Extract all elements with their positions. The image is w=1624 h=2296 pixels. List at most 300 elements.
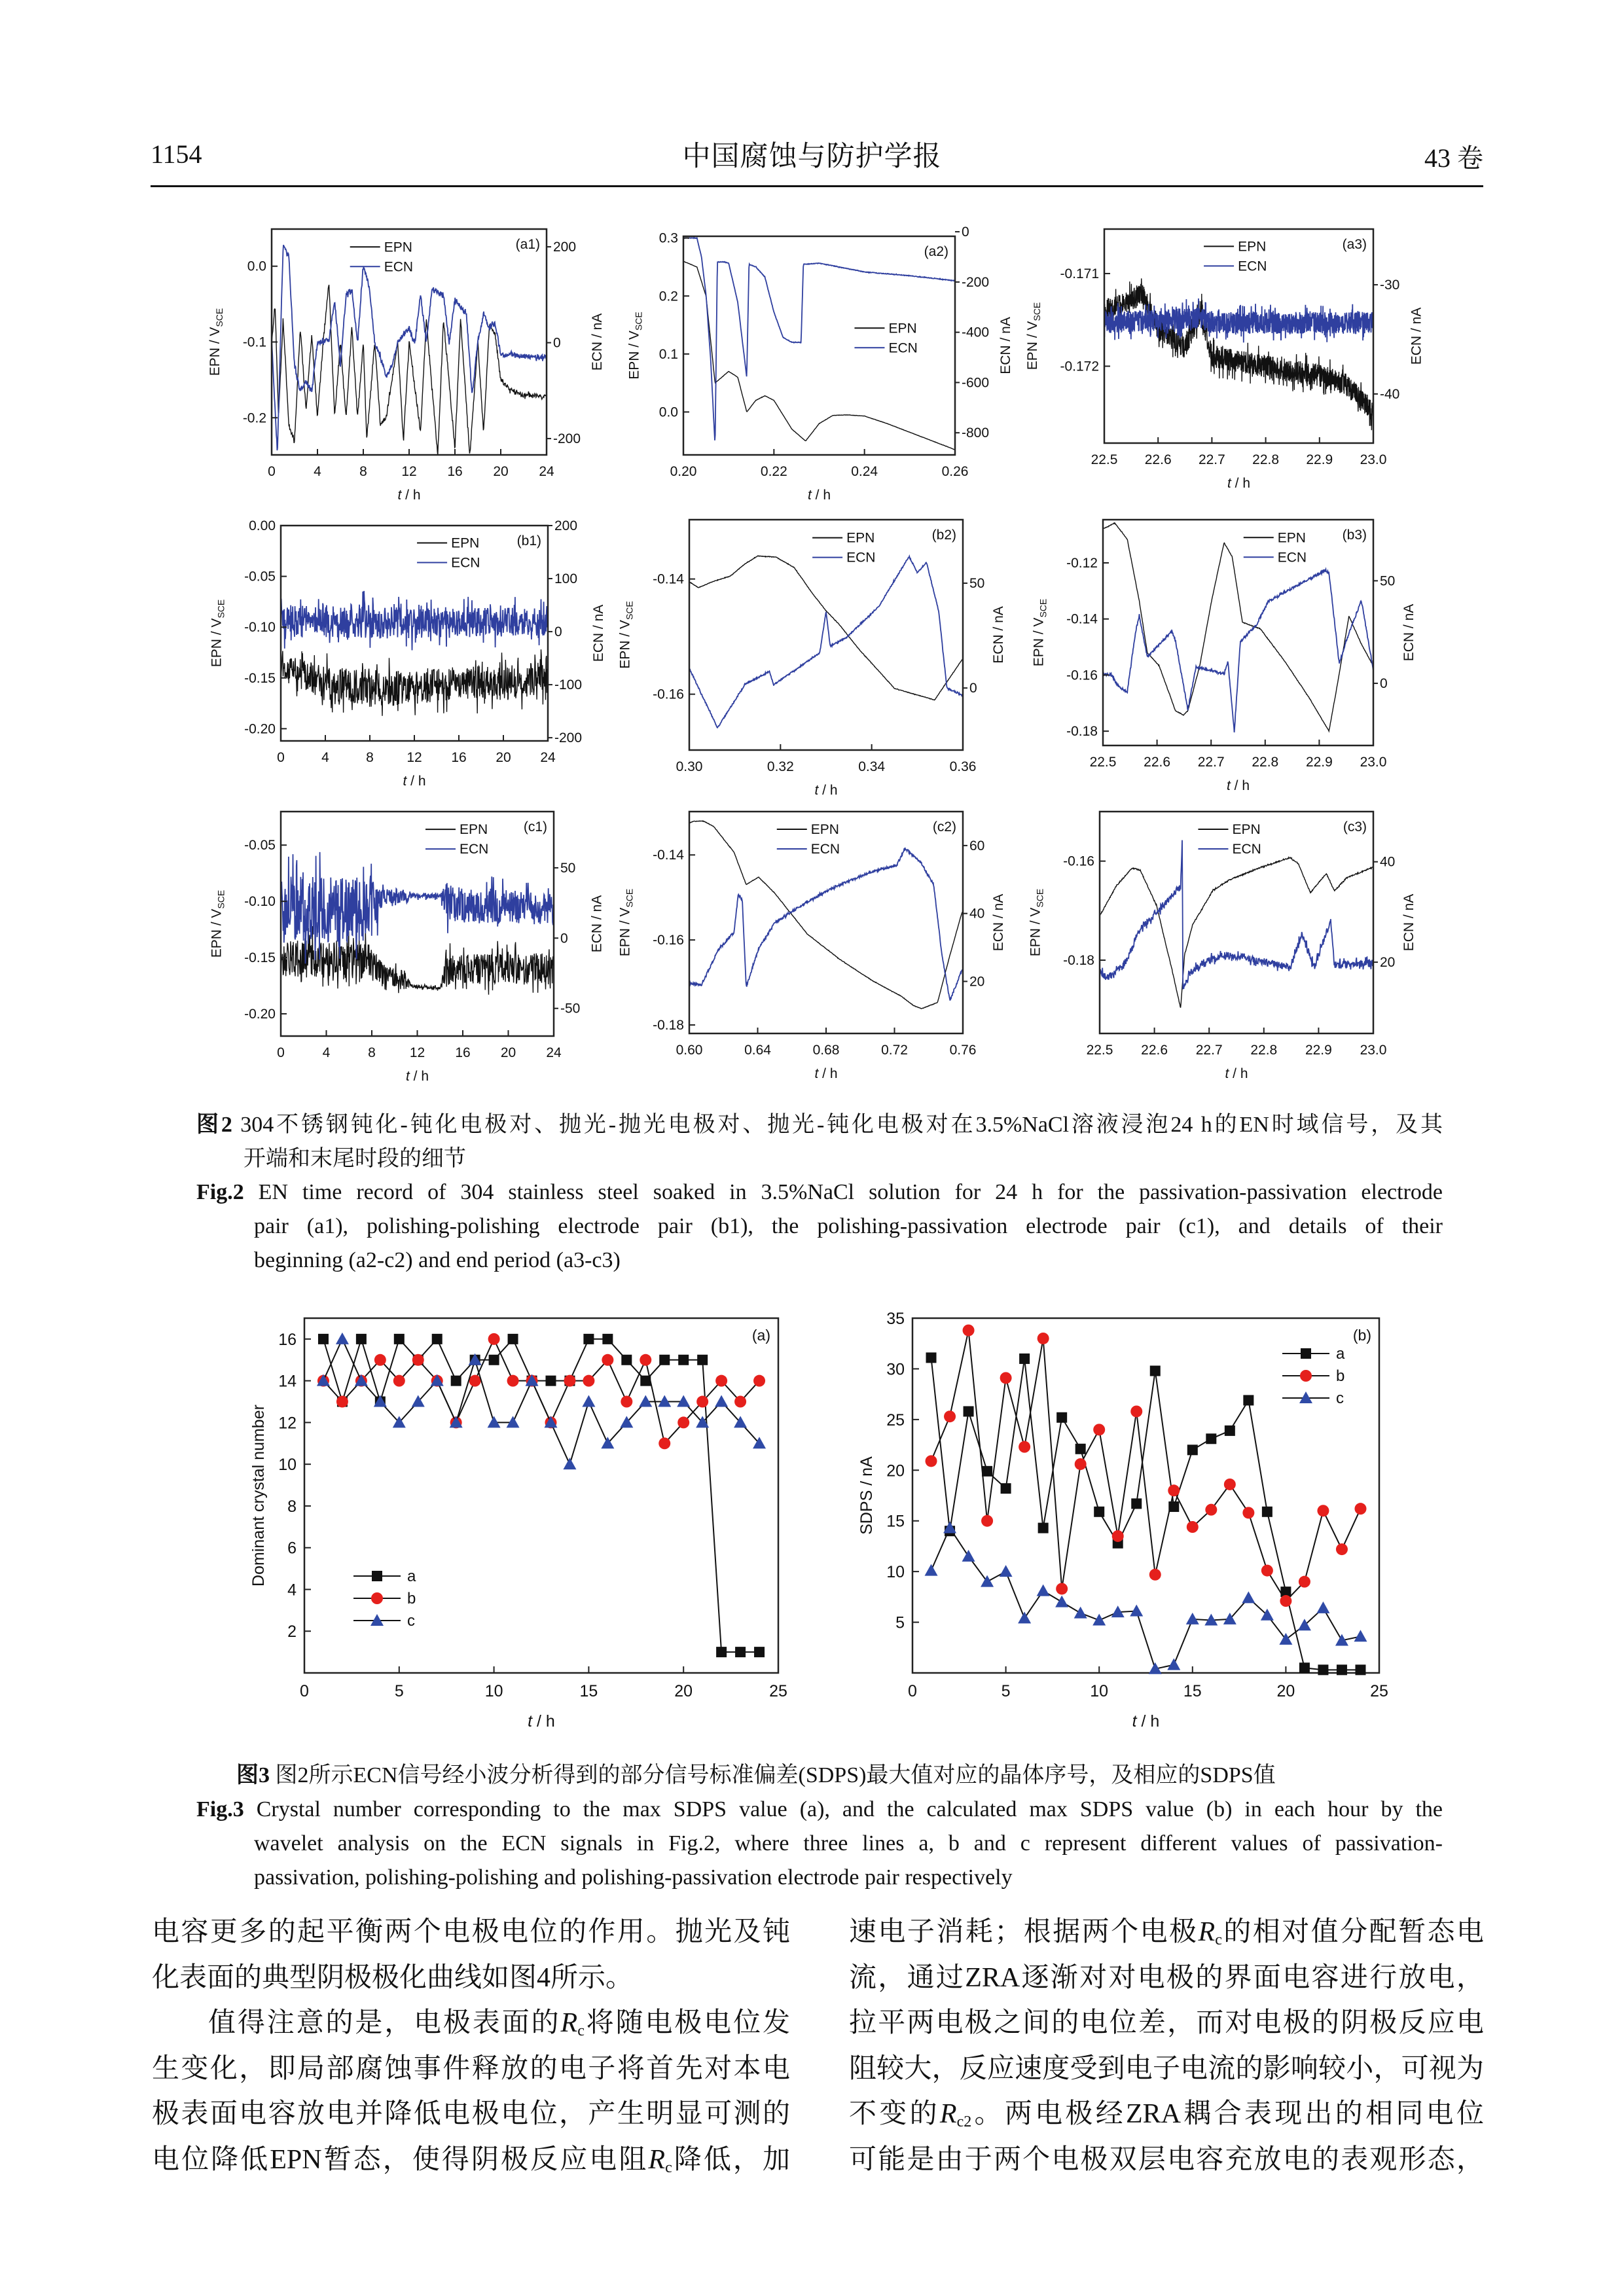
x-tick-label: 22.9 [1305,755,1333,770]
data-point-circle-marker [926,1455,937,1467]
left-axis-label-main: EPN / V [1031,617,1047,667]
y-tick-label: 14 [278,1372,297,1391]
data-point-circle-marker [1299,1576,1310,1588]
y-tick-label: 30 [886,1360,905,1379]
axis-label-unit: / h [532,1712,555,1731]
data-point-circle-marker [1205,1504,1217,1516]
legend-circle-marker [371,1592,383,1604]
series-a [318,1334,765,1657]
legend-label-c: c [407,1612,415,1630]
right-axis-label: ECN / nA [1401,893,1416,952]
data-point-triangle-marker [1018,1611,1031,1623]
figure-3-panel-fig3b [857,1310,1388,1731]
axis-label-unit: / h [1230,778,1250,793]
left-axis-label-subscript: SCE [624,888,635,908]
legend-label-epn: EPN [1238,239,1267,255]
axis-label-variable: t [528,1712,533,1731]
x-tick-label: 22.6 [1144,755,1171,770]
left-y-tick-label: -0.20 [244,721,276,737]
data-point-square-marker [1056,1412,1067,1423]
right-y-tick-label: 40 [1380,854,1396,870]
panel-label: (a2) [924,244,948,259]
figure-3-caption-en-line: passivation, polishing-polishing and polishing-passivation electrode pair respectively [254,1865,1013,1890]
data-point-square-marker [1206,1433,1216,1444]
journal-title: 中国腐蚀与防护学报 [682,141,942,172]
symbol-r: R [560,2008,578,2038]
right-y-tick-label: -200 [554,730,583,746]
x-tick-label: 22.8 [1252,755,1279,770]
data-point-circle-marker [963,1325,975,1336]
right-axis-label: ECN / nA [589,895,605,953]
symbol-r: R [1198,1917,1216,1947]
data-point-circle-marker [696,1396,708,1408]
data-point-circle-marker [583,1375,594,1387]
legend-label-ecn: ECN [1277,550,1307,565]
x-tick-label: 8 [359,464,367,479]
axis-label-variable: t [397,488,402,503]
data-point-square-marker [754,1647,765,1657]
y-tick-label: 10 [886,1563,905,1582]
right-axis-label: ECN / nA [998,317,1013,374]
data-point-square-marker [1094,1507,1104,1517]
caption-text: Crystal number corresponding to the max SDPS value (a), and the calculated max SDPS value (b) in each hour by the [256,1797,1443,1821]
x-tick-label: 0 [277,1045,285,1060]
x-axis-label [1227,778,1250,793]
series-ecn-line [1104,298,1373,342]
plot-frame [281,526,548,741]
data-point-circle-marker [374,1354,386,1366]
left-axis-label-subscript: SCE [1034,888,1045,908]
series-ecn-line [683,238,955,440]
data-point-square-marker [1187,1444,1198,1455]
legend-label-ecn: ECN [460,842,489,857]
data-point-square-marker [356,1334,367,1344]
data-point-triangle-marker [1167,1659,1180,1670]
x-axis-label [528,1712,555,1731]
data-point-circle-marker [469,1375,481,1387]
data-point-circle-marker [564,1375,575,1387]
right-axis-label: ECN / nA [991,893,1006,952]
data-point-circle-marker [1130,1405,1142,1417]
figure-2-caption-en-line: pair (a1), polishing-polishing electrode pair (b1), the polishing-passivation electrode pair (c1), and details of their [254,1214,1443,1238]
x-tick-label: 0 [908,1682,917,1700]
caption-text: 图2所示ECN信号经小波分析得到的部分信号标准偏差(SDPS)最大值对应的晶体序号，及相应的SDPS值 [275,1763,1276,1787]
data-point-circle-marker [1000,1372,1012,1384]
legend-label-epn: EPN [451,535,480,551]
series-a-line [323,1339,759,1652]
body-text-line: 值得注意的是，电极表面的$R_c$将随电极电位发 [208,2008,790,2039]
x-tick-label: 23.0 [1360,755,1387,770]
data-point-triangle-marker [925,1564,938,1576]
x-tick-label: 25 [769,1682,787,1700]
symbol-subscript: c2 [956,2113,972,2130]
left-y-tick-label: -0.18 [1066,724,1098,740]
figure-3-panel-fig3a [249,1318,787,1731]
data-point-square-marker [1299,1662,1310,1673]
data-point-square-marker [545,1376,556,1386]
x-tick-label: 0 [268,464,276,479]
x-tick-label: 10 [1090,1682,1109,1700]
figure-2-panel-b2 [618,520,1007,798]
left-y-tick-label: -0.15 [244,950,276,966]
series-c-line [931,1528,1361,1669]
right-axis-label: ECN / nA [1401,603,1416,662]
data-point-square-marker [1355,1664,1365,1675]
left-y-tick-label: 0.0 [659,404,678,420]
legend-label-a: a [1336,1345,1345,1363]
legend-square-marker [1301,1348,1311,1359]
data-point-square-marker [716,1647,727,1657]
right-y-tick-label: 200 [554,518,578,533]
data-point-circle-marker [1280,1595,1291,1607]
data-point-triangle-marker [1279,1633,1292,1645]
right-axis-label: ECN / nA [1409,307,1424,365]
axis-label-unit: / h [818,1066,838,1081]
body-text-line: 可能是由于两个电极双层电容充放电的表观形态， [849,2144,1484,2175]
legend-label-ecn: ECN [384,259,414,275]
axis-label-unit: / h [1231,476,1251,491]
left-axis-label-main: EPN / V [617,620,633,669]
series-ecn-line [689,556,963,728]
data-point-square-marker [1262,1507,1272,1517]
body-text-line: 化表面的典型阴极极化曲线如图4所示。 [152,1962,634,1993]
right-y-tick-label: -600 [962,375,990,391]
right-y-tick-label: 50 [560,860,576,876]
data-point-triangle-marker [1130,1605,1143,1617]
figure-2-panel-a1 [208,229,605,503]
data-point-triangle-marker [1242,1591,1255,1603]
data-point-square-marker [964,1406,974,1416]
figure-2-caption-en-line [196,1175,1443,1210]
right-y-tick-label: 0 [1380,676,1388,692]
legend-label-a: a [407,1568,416,1585]
left-axis-label-subscript: SCE [215,599,226,619]
left-y-tick-label: -0.16 [1063,853,1094,869]
right-axis-label: ECN / nA [590,313,605,371]
x-tick-label: 22.8 [1250,1043,1278,1058]
left-axis-label-main: EPN / V [1025,321,1040,370]
left-axis-label-subscript: SCE [633,312,644,331]
data-point-square-marker [1001,1483,1011,1494]
right-y-tick-label: -200 [962,274,990,290]
plot-frame [689,520,963,750]
left-y-tick-label: -0.10 [244,894,276,910]
left-y-tick-label: -0.18 [1063,953,1094,969]
left-axis-label [208,308,225,376]
data-point-circle-marker [944,1410,956,1422]
right-axis-label: ECN / nA [591,604,606,662]
x-tick-label: 0.32 [767,759,794,774]
x-tick-label: 15 [1183,1682,1202,1700]
data-point-square-marker [659,1355,670,1365]
right-y-tick-label: 20 [1380,955,1396,971]
data-point-circle-marker [1187,1521,1199,1533]
axis-label-variable: t [1132,1712,1137,1731]
x-tick-label: 4 [322,1045,331,1060]
body-text-line: 不变的$R_{c2}$。两电极经ZRA耦合表现出的相同电位 [849,2099,1484,2130]
left-y-tick-label: -0.12 [1066,556,1098,571]
data-point-circle-marker [715,1375,727,1387]
series-epn-line [1103,523,1373,731]
panel-label: (c1) [523,819,547,834]
right-y-tick-label: -800 [962,425,990,441]
data-point-square-marker [1038,1523,1049,1534]
left-axis-label [1025,302,1042,370]
x-tick-label: 0.68 [812,1043,840,1058]
x-tick-label: 20 [500,1045,516,1060]
y-axis-label: Dominant crystal number [249,1405,268,1587]
data-point-triangle-marker [1186,1613,1199,1624]
figure-2-en-label: Fig.2 [196,1180,244,1204]
left-y-tick-label: -0.18 [653,1018,684,1033]
x-tick-label: 0.20 [670,464,697,479]
panel-label: (b1) [516,533,541,548]
x-tick-label: 22.7 [1197,755,1225,770]
data-point-square-marker [508,1334,518,1344]
axis-label-unit: / h [401,488,421,503]
data-point-circle-marker [659,1437,670,1449]
right-y-tick-label: -200 [553,431,581,447]
x-tick-label: 10 [484,1682,503,1700]
x-tick-label: 16 [451,750,467,765]
left-axis-label-subscript: SCE [1032,302,1042,321]
x-tick-label: 0 [277,750,285,765]
legend-label-ecn: ECN [1238,259,1267,274]
data-point-square-marker [1243,1395,1254,1405]
panel-label: (b3) [1342,528,1367,543]
x-tick-label: 24 [540,750,556,765]
left-axis-label [618,601,635,669]
body-text-line: 速电子消耗；根据两个电极$R_c$的相对值分配暂态电 [849,1917,1484,1948]
data-point-circle-marker [1261,1565,1273,1577]
figure-2-caption-en-line: beginning (a2-c2) and end period (a3-c3) [254,1248,621,1272]
x-tick-label: 22.9 [1305,1043,1332,1058]
legend-label-epn: EPN [384,240,412,255]
data-point-square-marker [583,1334,594,1344]
x-tick-label: 0.60 [676,1043,703,1058]
legend-label-epn: EPN [460,822,488,838]
left-axis-label-main: EPN / V [626,331,642,380]
axis-label-unit: / h [1229,1066,1248,1081]
data-point-square-marker [697,1355,708,1365]
data-point-circle-marker [1112,1530,1124,1542]
legend-label-ecn: ECN [810,841,840,857]
right-y-tick-label: 0 [553,335,561,351]
left-y-tick-label: -0.20 [244,1006,276,1022]
left-axis-label-subscript: SCE [1038,598,1049,618]
data-point-circle-marker [1149,1569,1161,1581]
x-axis-label [1227,476,1250,491]
legend-label-epn: EPN [1277,530,1306,546]
data-point-circle-marker [412,1354,424,1366]
data-point-square-marker [1318,1664,1328,1675]
x-tick-label: 22.6 [1144,452,1172,467]
data-point-triangle-marker [1037,1585,1050,1596]
x-axis-label [397,488,420,503]
axis-label-variable: t [405,1069,410,1084]
x-tick-label: 0 [300,1682,309,1700]
y-axis-label: SDPS / nA [857,1456,876,1535]
x-tick-label: 16 [447,464,463,479]
data-point-triangle-marker [715,1395,728,1407]
x-tick-label: 24 [539,464,554,479]
figure-2-panel-a3 [1025,229,1424,491]
axis-label-variable: t [1225,1066,1229,1081]
left-axis-label [1028,889,1045,957]
series-b-line [323,1339,759,1443]
left-y-tick-label: -0.10 [244,620,276,636]
data-point-square-marker [1019,1354,1030,1364]
data-point-circle-marker [602,1354,613,1366]
series-epn-line [689,556,963,700]
x-tick-label: 23.0 [1360,452,1387,467]
body-text-line: 流，通过ZRA逐渐对对电极的界面电容进行放电， [849,1962,1484,1993]
data-point-square-marker [735,1647,746,1657]
left-y-tick-label: 0.3 [659,230,678,246]
y-tick-label: 16 [278,1330,297,1349]
right-y-tick-label: -400 [962,325,990,340]
data-point-circle-marker [753,1375,765,1387]
axis-label-variable: t [807,488,812,503]
x-tick-label: 0.30 [676,759,703,774]
data-point-circle-marker [1242,1507,1254,1518]
data-point-triangle-marker [1000,1565,1013,1577]
x-tick-label: 0.64 [744,1043,771,1058]
data-point-circle-marker [1056,1583,1068,1594]
right-y-tick-label: -30 [1380,278,1400,293]
legend-label-b: b [407,1590,416,1607]
x-tick-label: 16 [455,1045,471,1060]
y-tick-label: 5 [895,1613,905,1632]
series-ecn-line [1100,840,1373,990]
x-tick-label: 22.9 [1306,452,1333,467]
axis-label-unit: / h [818,783,838,798]
figure-3-caption-en-line: wavelet analysis on the ECN signals in Fig.2, where three lines a, b and c represent different values of passivation- [254,1831,1443,1856]
right-y-tick-label: 60 [969,838,985,853]
data-point-square-marker [982,1466,992,1477]
x-axis-label [403,774,425,789]
x-tick-label: 20 [496,750,511,765]
x-tick-label: 4 [314,464,321,479]
legend-label-c: c [1336,1390,1344,1407]
figure-3-en-label: Fig.3 [196,1797,244,1821]
left-axis-label-main: EPN / V [208,327,223,376]
legend-label-b: b [1336,1367,1345,1385]
left-axis-label-main: EPN / V [209,908,225,958]
left-axis-label-subscript: SCE [215,889,226,909]
figure-2-panel-c2 [618,812,1007,1081]
legend-label-epn: EPN [810,821,839,837]
left-axis-label-main: EPN / V [617,907,633,957]
left-y-tick-label: -0.16 [653,687,684,702]
series-epn-line [1104,278,1373,430]
data-point-circle-marker [1168,1484,1180,1496]
series-b-line [931,1331,1361,1602]
right-y-tick-label: -100 [554,677,583,693]
data-point-circle-marker [507,1375,519,1387]
right-y-tick-label: 40 [969,906,985,922]
x-axis-label [1132,1712,1160,1731]
legend-label-ecn: ECN [451,555,480,571]
x-tick-label: 22.7 [1198,452,1225,467]
x-tick-label: 22.8 [1252,452,1280,467]
x-tick-label: 0.24 [851,464,878,479]
data-point-triangle-marker [336,1333,349,1344]
series-c-line [323,1339,759,1464]
left-y-tick-label: -0.172 [1060,359,1099,374]
figure-2-panel-c1 [209,812,605,1084]
symbol-r: R [939,2099,957,2129]
x-axis-label [406,1069,429,1084]
x-tick-label: 8 [366,750,374,765]
x-tick-label: 20 [1276,1682,1295,1700]
left-y-tick-label: -0.14 [653,848,684,863]
x-tick-label: 12 [406,750,422,765]
volume-label: 43 卷 [1424,143,1483,173]
figure-3-caption-en-line [196,1793,1443,1827]
y-tick-label: 2 [287,1623,297,1641]
x-tick-label: 0.26 [941,464,969,479]
body-text-line: 生变化，即局部腐蚀事件释放的电子将首先对本电 [152,2053,790,2084]
series-b [926,1325,1367,1607]
data-point-circle-marker [621,1396,632,1408]
series-epn-line [281,926,554,995]
data-point-square-marker [678,1355,689,1365]
right-y-tick-label: 0 [969,681,977,696]
panel-label: (a1) [515,237,540,252]
series-ecn-line [689,848,963,1000]
series-a [926,1352,1366,1675]
data-point-triangle-marker [981,1575,994,1587]
x-tick-label: 0.22 [760,464,787,479]
axis-label-unit: / h [1136,1712,1160,1731]
data-point-square-marker [926,1352,937,1363]
y-tick-label: 6 [287,1539,297,1558]
left-y-tick-label: -0.16 [653,933,684,948]
x-tick-label: 0.72 [881,1043,908,1058]
x-axis-label [1225,1066,1248,1081]
figure-2-cn-label: 图2 [196,1113,232,1137]
left-axis-label-subscript: SCE [214,308,225,327]
left-axis-label-subscript: SCE [624,601,635,620]
x-tick-label: 22.7 [1195,1043,1223,1058]
legend-label-ecn: ECN [1232,841,1261,857]
data-point-circle-marker [1224,1479,1236,1490]
left-axis-label-main: EPN / V [1028,907,1043,957]
data-point-square-marker [1075,1444,1086,1454]
series-b [317,1333,765,1449]
x-tick-label: 0.34 [858,759,886,774]
right-y-tick-label: 0 [962,224,969,240]
x-tick-label: 15 [579,1682,598,1700]
data-point-triangle-marker [962,1550,975,1562]
x-axis-label [814,1066,837,1081]
data-point-circle-marker [640,1354,651,1366]
data-point-triangle-marker [563,1458,576,1469]
x-tick-label: 25 [1370,1682,1388,1700]
body-text-line: 电位降低EPN暂态，使得阴极反应电阻$R_c$降低，加 [152,2144,790,2176]
x-tick-label: 22.5 [1089,755,1117,770]
x-tick-label: 20 [493,464,509,479]
data-point-circle-marker [734,1396,746,1408]
left-y-tick-label: -0.2 [242,410,266,426]
left-y-tick-label: 0.2 [659,289,678,304]
right-y-tick-label: -50 [560,1001,581,1016]
x-tick-label: 5 [394,1682,404,1700]
y-tick-label: 10 [278,1456,297,1475]
data-point-circle-marker [393,1375,405,1387]
data-point-circle-marker [677,1416,689,1428]
